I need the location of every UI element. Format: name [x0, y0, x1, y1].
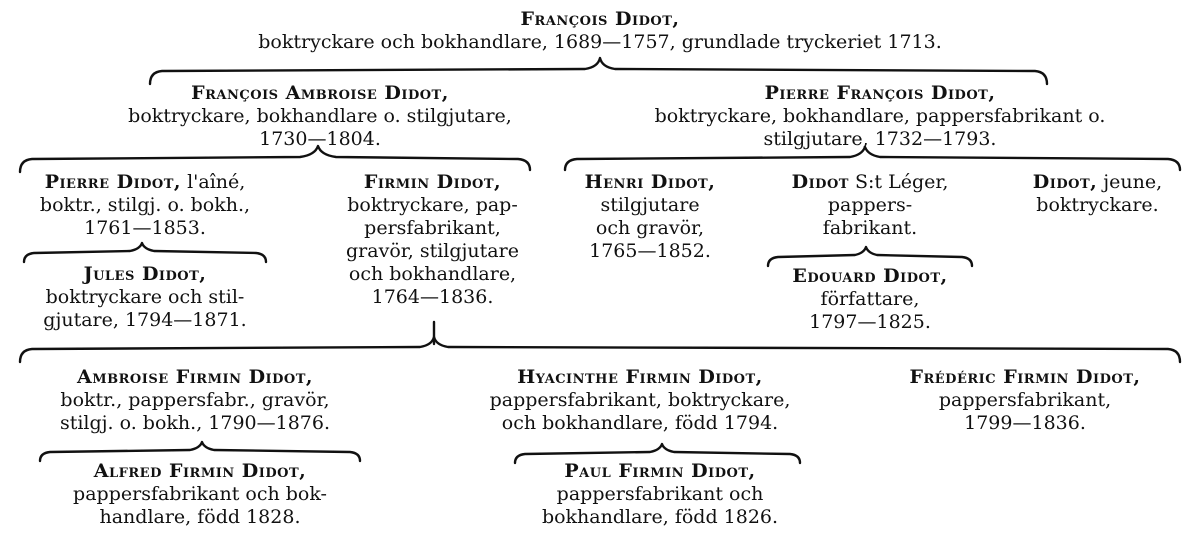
person-epithet: S:t Léger,	[848, 171, 949, 193]
person-description: 1765—1852.	[589, 240, 711, 262]
person-pierre-francois-didot	[600, 82, 1160, 151]
person-description: boktr., stilgj. o. bokh.,	[39, 194, 251, 216]
person-description: gjutare, 1794—1871.	[43, 309, 247, 331]
person-frederic-firmin-didot	[855, 366, 1195, 435]
person-didot-jeune	[1000, 171, 1195, 217]
person-francois-didot	[100, 8, 1100, 54]
person-description: pappersfabrikant och	[556, 483, 764, 505]
person-description: boktryckare, bokhandlare o. stilgjutare,	[128, 105, 512, 127]
person-description: pappers-	[827, 194, 913, 216]
person-description: och bokhandlare, född 1794.	[501, 412, 779, 434]
person-name: Pierre François Didot,	[764, 82, 996, 104]
brace-ambroise-firmin-children	[40, 442, 360, 461]
person-name: François Ambroise Didot,	[191, 82, 449, 104]
person-description: och bokhandlare,	[348, 263, 517, 285]
person-name: Pierre Didot,	[44, 171, 182, 193]
person-name: Firmin Didot,	[363, 171, 502, 193]
person-description: bokhandlare, född 1826.	[541, 506, 779, 528]
person-name: Hyacinthe Firmin Didot,	[517, 366, 763, 388]
person-name: Jules Didot,	[83, 263, 207, 285]
person-description: boktr., pappersfabr., gravör,	[60, 389, 330, 411]
person-henri-didot	[560, 171, 740, 263]
person-description: 1799—1836.	[964, 412, 1086, 434]
person-name: Paul Firmin Didot,	[564, 460, 756, 482]
person-description: boktryckare, pap-	[347, 194, 518, 216]
person-name: Didot,	[1032, 171, 1098, 193]
person-hyacinthe-firmin-didot	[440, 366, 840, 435]
person-description: 1730—1804.	[259, 128, 381, 150]
person-edouard-didot	[760, 265, 980, 334]
person-epithet: jeune,	[1097, 171, 1163, 193]
person-description: gravör, stilgjutare	[346, 240, 519, 262]
person-didot-saint-leger	[760, 171, 980, 240]
person-francois-ambroise-didot	[70, 82, 570, 151]
person-name: Henri Didot,	[584, 171, 716, 193]
brace-francois-children	[150, 58, 1047, 84]
person-pierre-didot-laine	[10, 171, 280, 240]
person-paul-firmin-didot	[500, 460, 820, 529]
person-name: François Didot,	[520, 8, 680, 30]
person-alfred-firmin-didot	[20, 460, 380, 529]
person-name: Didot	[791, 171, 849, 193]
person-epithet: l'aîné,	[181, 171, 246, 193]
person-description: 1761—1853.	[84, 217, 206, 239]
person-description: pappersfabrikant, boktryckare,	[489, 389, 791, 411]
brace-saint-leger-children	[768, 247, 972, 266]
person-ambroise-firmin-didot	[5, 366, 385, 435]
person-firmin-didot	[300, 171, 565, 309]
person-description: fabrikant.	[822, 217, 918, 239]
person-description: boktryckare.	[1036, 194, 1159, 216]
person-name: Edouard Didot,	[792, 265, 948, 287]
person-description: pappersfabrikant och bok-	[73, 483, 327, 505]
brace-firmin-children	[20, 337, 1180, 362]
person-description: stilgj. o. bokh., 1790—1876.	[59, 412, 331, 434]
person-name: Frédéric Firmin Didot,	[909, 366, 1141, 388]
brace-pierre-aine-children	[24, 243, 266, 262]
person-jules-didot	[5, 263, 285, 332]
person-description: stilgjutare, 1732—1793.	[763, 128, 997, 150]
person-description: boktryckare, bokhandlare, pappersfabrikant o.	[654, 105, 1106, 127]
person-description: 1764—1836.	[371, 286, 494, 308]
person-name: Ambroise Firmin Didot,	[76, 366, 314, 388]
person-description: stilgjutare	[600, 194, 700, 216]
person-name: Alfred Firmin Didot,	[93, 460, 307, 482]
person-description: pappersfabrikant,	[938, 389, 1112, 411]
person-description: boktryckare och bokhandlare, 1689—1757, grundlade tryckeriet 1713.	[258, 31, 942, 53]
person-description: handlare, född 1828.	[99, 506, 301, 528]
person-description: persfabrikant,	[364, 217, 501, 239]
person-description: författare,	[820, 288, 920, 310]
person-description: och gravör,	[595, 217, 705, 239]
person-description: boktryckare och stil-	[45, 286, 245, 308]
person-description: 1797—1825.	[809, 311, 931, 333]
